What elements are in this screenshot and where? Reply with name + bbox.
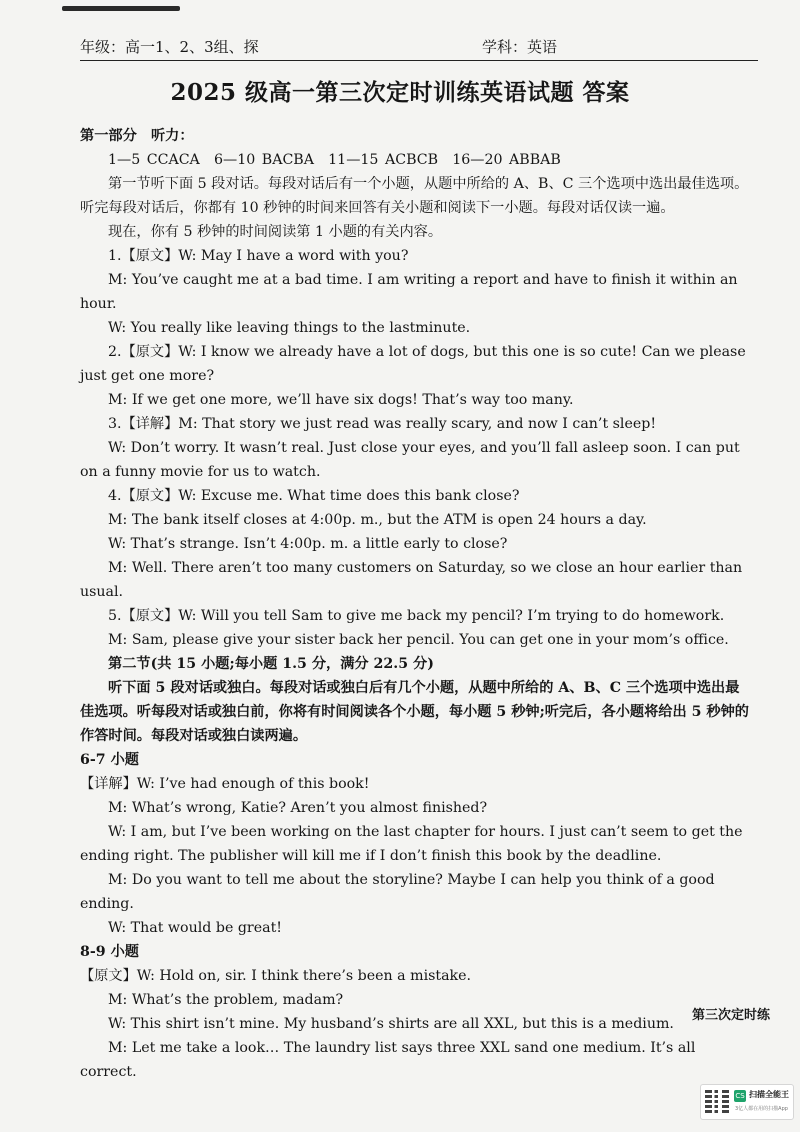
transcript-line: M: The bank itself closes at 4:00p. m., but the ATM is open 24 hours a day.	[108, 512, 647, 528]
scanner-logo-icon: CS	[735, 1092, 745, 1100]
scanner-watermark	[700, 1084, 794, 1120]
transcript-line: 2.【原文】W: I know we already have a lot of dogs, but this one is so cute! Can we please just get one more?	[80, 344, 746, 384]
transcript-line: M: Well. There aren’t too many customers on Saturday, so we close an hour earlier than usual.	[80, 560, 743, 600]
part1-heading: 第一部分 听力：	[80, 128, 194, 144]
transcript-line: M: Sam, please give your sister back her pencil. You can get one in your mom’s office.	[108, 632, 729, 648]
transcript-line: 5.【原文】W: Will you tell Sam to give me back my pencil? I’m trying to do homework.	[108, 608, 725, 624]
transcript-line: W: That’s strange. Isn’t 4:00p. m. a little early to close?	[108, 536, 508, 552]
transcript-line: 1.【原文】W: May I have a word with you?	[108, 248, 409, 264]
section1-prompt: 现在，你有 5 秒钟的时间阅读第 1 小题的有关内容。	[108, 224, 443, 240]
transcript-line: 【详解】W: I’ve had enough of this book!	[80, 776, 370, 792]
transcript-line: 4.【原文】W: Excuse me. What time does this bank close?	[108, 488, 520, 504]
section2-intro: 听下面 5 段对话或独白。每段对话或独白后有几个小题，从题中所给的 A、B、C 三个选项中选出最佳选项。听每段对话或独白前，你将有时间阅读各个小题，每小题 5 秒钟;听完后，各小题将给出 5 秒钟的作答时间。每段对话或独白读两遍。	[80, 680, 749, 744]
transcript-line: M: What’s wrong, Katie? Aren’t you almost finished?	[108, 800, 488, 816]
section2-heading: 第二节(共 15 小题;每小题 1.5 分，满分 22.5 分)	[108, 656, 434, 672]
transcript-line: W: You really like leaving things to the lastminute.	[108, 320, 471, 336]
answer-key: 1—5 CCACA 6—10 BACBA 11—15 ACBCB 16—20 ABBAB	[108, 152, 561, 168]
group-6-7-label: 6-7 小题	[80, 752, 139, 768]
page-title: 2025 级高一第三次定时训练英语试题 答案	[170, 79, 630, 106]
grade-label: 年级：高一1、2、3组、探	[80, 38, 259, 56]
page-header	[80, 34, 758, 61]
transcript-line: M: Let me take a look… The laundry list says three XXL sand one medium. It’s all correct.	[80, 1040, 696, 1080]
transcript-line: M: If we get one more, we’ll have six dogs! That’s way too many.	[108, 392, 574, 408]
scanner-brand: 扫描全能王	[749, 1090, 789, 1099]
transcript-line: M: What’s the problem, madam?	[108, 992, 344, 1008]
transcript-line: 3.【详解】M: That story we just read was really scary, and now I can’t sleep!	[108, 416, 657, 432]
section1-intro: 第一节听下面 5 段对话。每段对话后有一个小题，从题中所给的 A、B、C 三个选项中选出最佳选项。听完每段对话后，你都有 10 秒钟的时间来回答有关小题和阅读下一小题。每段对话仅读一遍。	[80, 176, 749, 216]
transcript-line: W: This shirt isn’t mine. My husband’s shirts are all XXL, but this is a medium.	[108, 1016, 674, 1032]
transcript-line: M: Do you want to tell me about the storyline? Maybe I can help you think of a good ending.	[80, 872, 715, 912]
group-8-9-label: 8-9 小题	[80, 944, 139, 960]
scanner-tagline: 3亿人都在用的扫描App	[735, 1106, 788, 1112]
transcript-line: W: I am, but I’ve been working on the last chapter for hours. I just can’t seem to get the ending right. The publisher will kill me if I don’t finish this book by the deadline.	[80, 824, 743, 864]
answer-content	[80, 124, 750, 1084]
transcript-line: 【原文】W: Hold on, sir. I think there’s been a mistake.	[80, 968, 472, 984]
transcript-line: M: You’ve caught me at a bad time. I am writing a report and have to finish it within an hour.	[80, 272, 738, 312]
page-footer: 第三次定时练	[691, 1008, 770, 1023]
subject-label: 学科：英语	[482, 38, 558, 56]
transcript-line: W: That would be great!	[108, 920, 282, 936]
transcript-line: W: Don’t worry. It wasn’t real. Just close your eyes, and you’ll fall asleep soon. I can put on a funny movie for us to watch.	[80, 440, 740, 480]
top-scan-mark	[62, 6, 180, 11]
qr-code-icon	[705, 1089, 729, 1113]
